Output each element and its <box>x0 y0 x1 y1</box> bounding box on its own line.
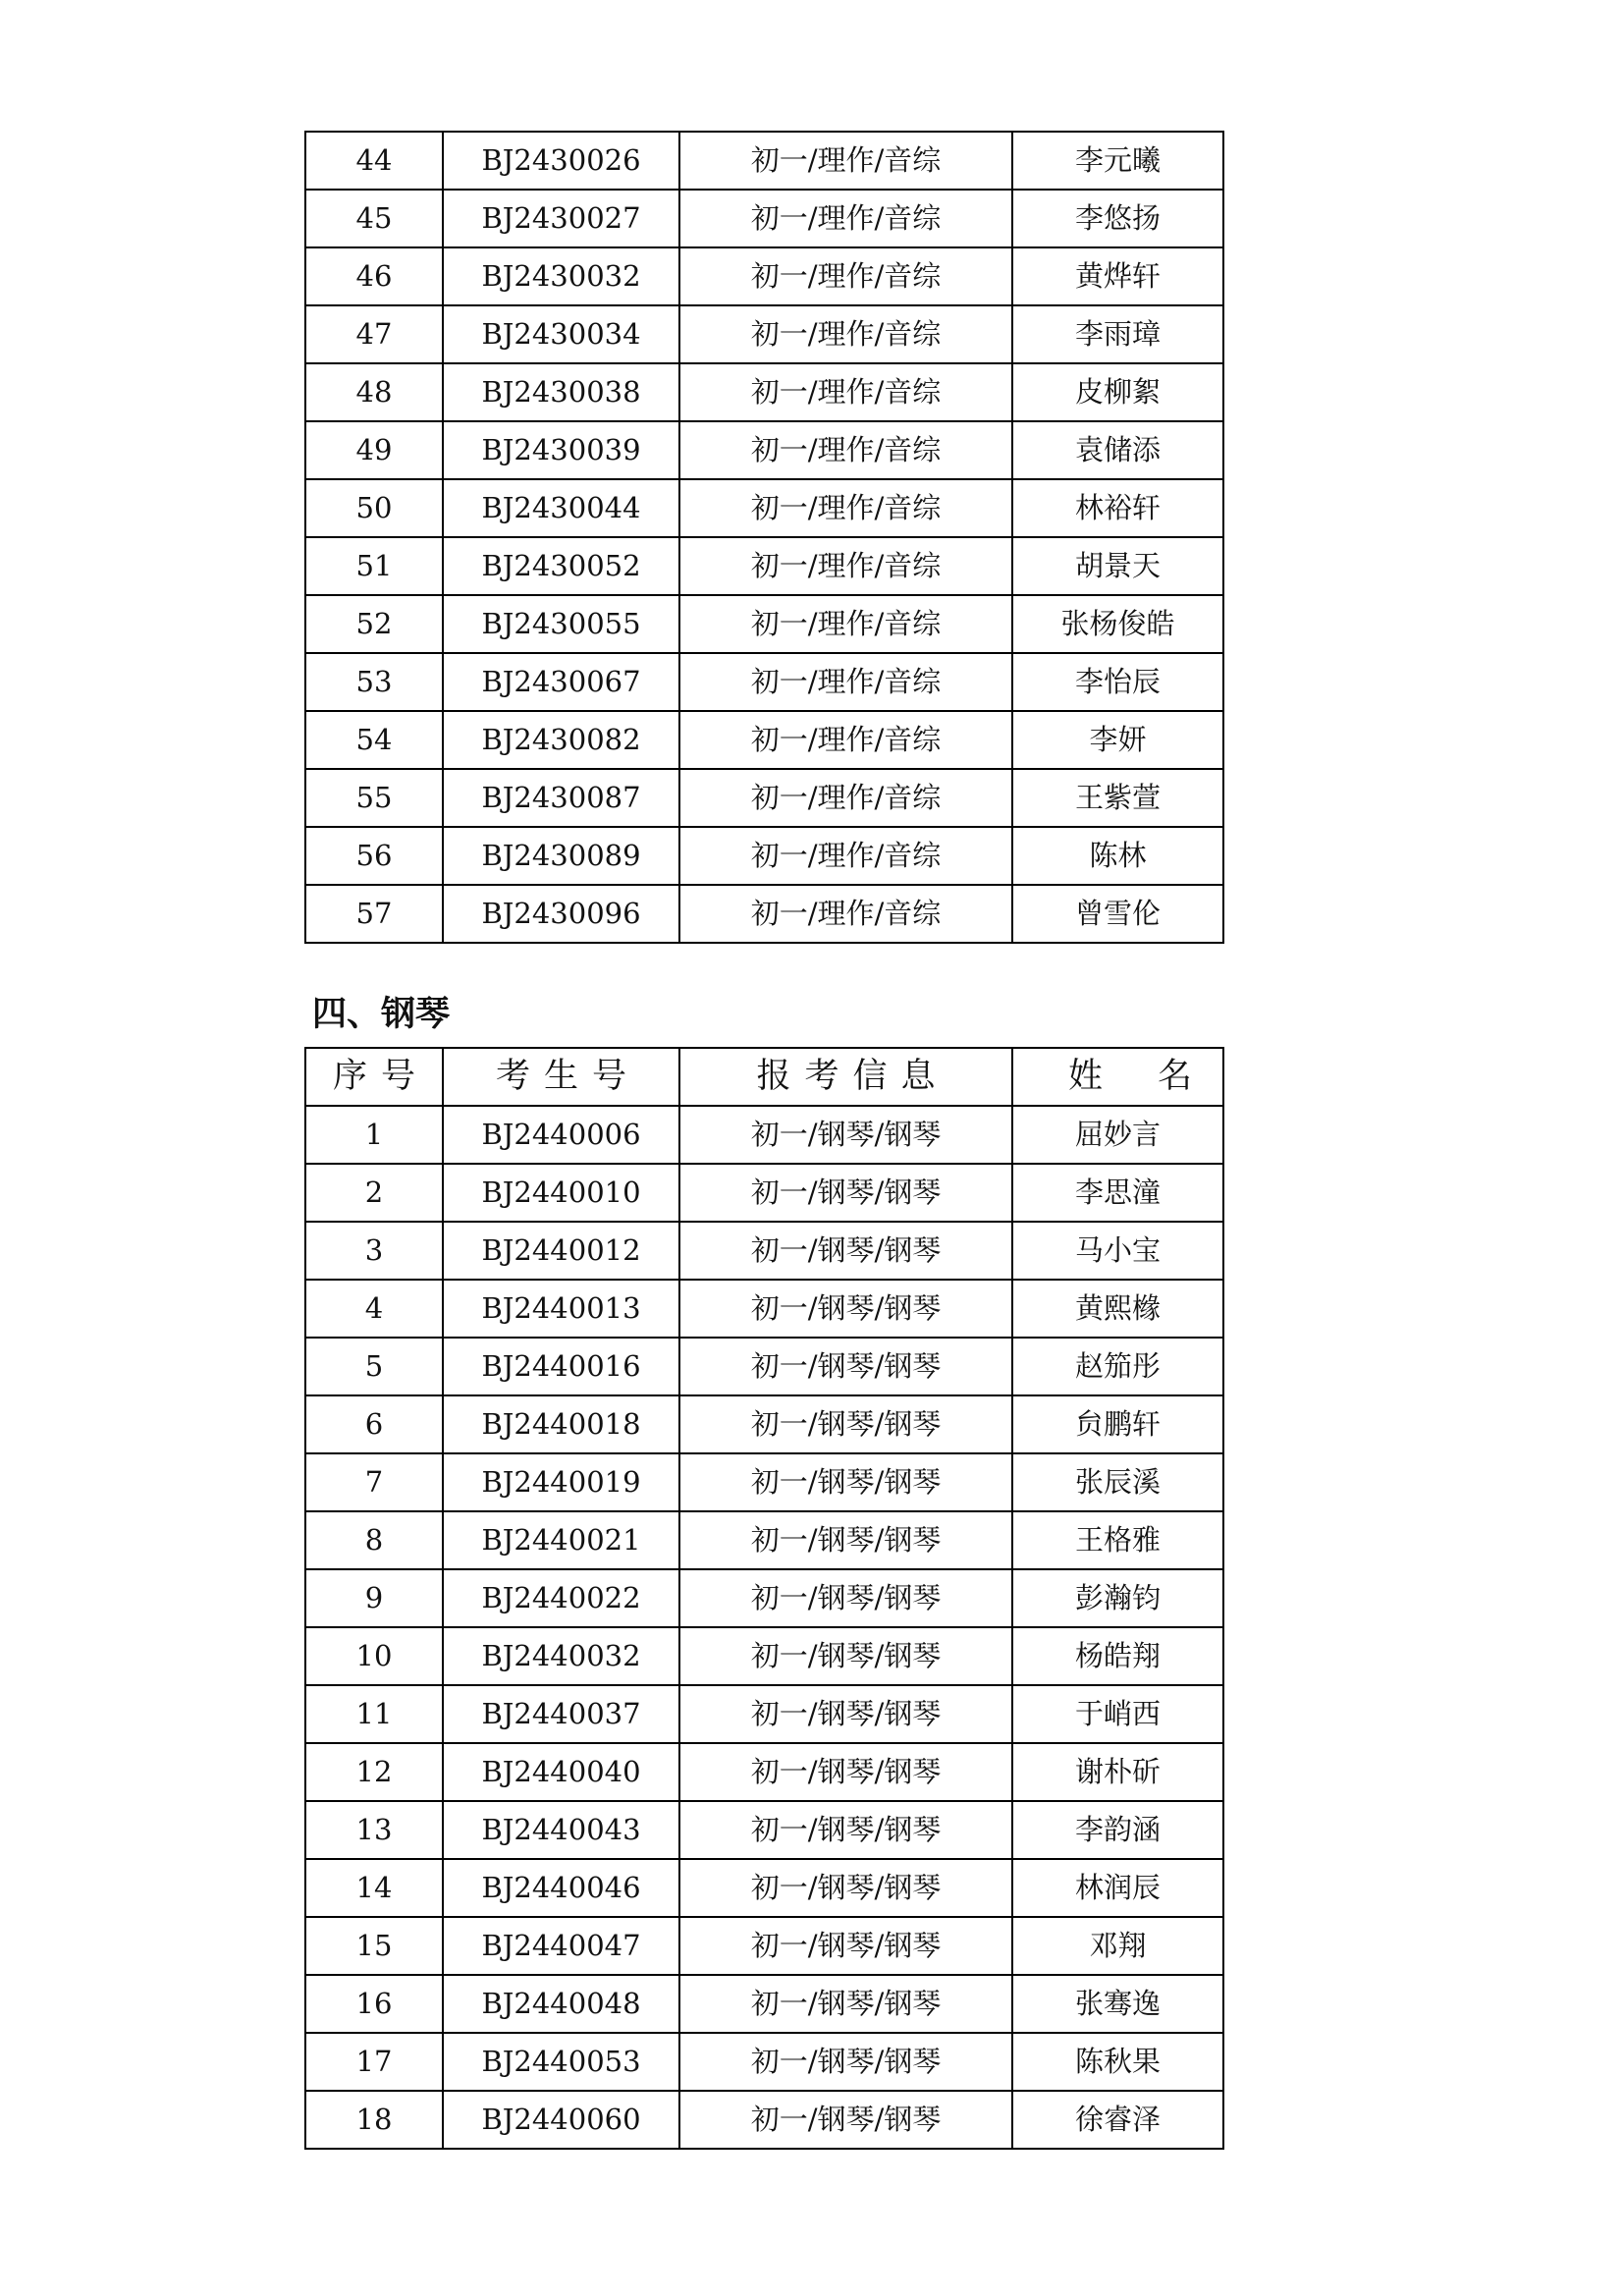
cell-candidate-id: BJ2440022 <box>443 1569 679 1627</box>
cell-candidate-id: BJ2430055 <box>443 595 679 653</box>
cell-candidate-id: BJ2440006 <box>443 1106 679 1164</box>
cell-application-info: 初一/钢琴/钢琴 <box>679 1743 1012 1801</box>
cell-name: 林裕轩 <box>1012 479 1223 537</box>
cell-application-info: 初一/钢琴/钢琴 <box>679 1453 1012 1511</box>
cell-application-info: 初一/钢琴/钢琴 <box>679 1338 1012 1395</box>
cell-sequence-number: 14 <box>305 1859 443 1917</box>
header-row <box>305 1048 1223 1106</box>
cell-application-info: 初一/理作/音综 <box>679 595 1012 653</box>
cell-name: 张骞逸 <box>1012 1975 1223 2033</box>
cell-application-info: 初一/钢琴/钢琴 <box>679 1917 1012 1975</box>
table-row <box>305 247 1223 305</box>
cell-name: 胡景天 <box>1012 537 1223 595</box>
cell-candidate-id: BJ2440010 <box>443 1164 679 1222</box>
cell-candidate-id: BJ2440013 <box>443 1280 679 1338</box>
cell-name: 林润辰 <box>1012 1859 1223 1917</box>
cell-application-info: 初一/钢琴/钢琴 <box>679 1511 1012 1569</box>
table-row <box>305 1280 1223 1338</box>
cell-candidate-id: BJ2430044 <box>443 479 679 537</box>
cell-name: 李元曦 <box>1012 132 1223 190</box>
cell-candidate-id: BJ2430087 <box>443 769 679 827</box>
cell-sequence-number: 1 <box>305 1106 443 1164</box>
cell-candidate-id: BJ2430089 <box>443 827 679 885</box>
cell-candidate-id: BJ2440040 <box>443 1743 679 1801</box>
cell-name: 黄烨轩 <box>1012 247 1223 305</box>
cell-candidate-id: BJ2430067 <box>443 653 679 711</box>
table-row <box>305 1222 1223 1280</box>
cell-application-info: 初一/理作/音综 <box>679 363 1012 421</box>
cell-name: 王格雅 <box>1012 1511 1223 1569</box>
cell-sequence-number: 17 <box>305 2033 443 2091</box>
cell-name: 张辰溪 <box>1012 1453 1223 1511</box>
table-row <box>305 1627 1223 1685</box>
cell-application-info: 初一/理作/音综 <box>679 653 1012 711</box>
cell-application-info: 初一/理作/音综 <box>679 885 1012 943</box>
cell-name: 袁储添 <box>1012 421 1223 479</box>
cell-application-info: 初一/理作/音综 <box>679 247 1012 305</box>
table-row <box>305 1569 1223 1627</box>
piano-roster-table <box>304 1047 1248 2150</box>
cell-candidate-id: BJ2440018 <box>443 1395 679 1453</box>
cell-name: 张杨俊皓 <box>1012 595 1223 653</box>
table-row <box>305 1685 1223 1743</box>
cell-application-info: 初一/理作/音综 <box>679 537 1012 595</box>
cell-sequence-number: 9 <box>305 1569 443 1627</box>
cell-candidate-id: BJ2430096 <box>443 885 679 943</box>
cell-application-info: 初一/钢琴/钢琴 <box>679 1975 1012 2033</box>
cell-candidate-id: BJ2440060 <box>443 2091 679 2149</box>
cell-application-info: 初一/钢琴/钢琴 <box>679 1627 1012 1685</box>
table-row <box>305 1917 1223 1975</box>
cell-sequence-number: 57 <box>305 885 443 943</box>
table-row <box>305 1338 1223 1395</box>
cell-candidate-id: BJ2430034 <box>443 305 679 363</box>
cell-name: 李悠扬 <box>1012 190 1223 247</box>
table-row <box>305 595 1223 653</box>
table-row <box>305 2033 1223 2091</box>
cell-application-info: 初一/钢琴/钢琴 <box>679 2091 1012 2149</box>
cell-name: 陈林 <box>1012 827 1223 885</box>
cell-sequence-number: 56 <box>305 827 443 885</box>
cell-sequence-number: 53 <box>305 653 443 711</box>
cell-application-info: 初一/钢琴/钢琴 <box>679 2033 1012 2091</box>
cell-sequence-number: 49 <box>305 421 443 479</box>
cell-application-info: 初一/理作/音综 <box>679 190 1012 247</box>
cell-application-info: 初一/钢琴/钢琴 <box>679 1280 1012 1338</box>
cell-sequence-number: 45 <box>305 190 443 247</box>
cell-name: 赵笳彤 <box>1012 1338 1223 1395</box>
cell-sequence-number: 13 <box>305 1801 443 1859</box>
cell-candidate-id: BJ2440048 <box>443 1975 679 2033</box>
cell-sequence-number: 46 <box>305 247 443 305</box>
cell-name: 杨皓翔 <box>1012 1627 1223 1685</box>
cell-application-info: 初一/理作/音综 <box>679 827 1012 885</box>
cell-candidate-id: BJ2430039 <box>443 421 679 479</box>
table-row <box>305 1395 1223 1453</box>
table-row <box>305 653 1223 711</box>
cell-candidate-id: BJ2440053 <box>443 2033 679 2091</box>
cell-sequence-number: 8 <box>305 1511 443 1569</box>
table-row <box>305 1453 1223 1511</box>
cell-application-info: 初一/钢琴/钢琴 <box>679 1859 1012 1917</box>
cell-sequence-number: 4 <box>305 1280 443 1338</box>
table-row <box>305 305 1223 363</box>
cell-candidate-id: BJ2440037 <box>443 1685 679 1743</box>
table-row <box>305 190 1223 247</box>
cell-sequence-number: 12 <box>305 1743 443 1801</box>
cell-name: 王紫萱 <box>1012 769 1223 827</box>
cell-name: 于峭西 <box>1012 1685 1223 1743</box>
cell-name: 李怡辰 <box>1012 653 1223 711</box>
cell-sequence-number: 55 <box>305 769 443 827</box>
cell-candidate-id: BJ2440043 <box>443 1801 679 1859</box>
cell-candidate-id: BJ2440016 <box>443 1338 679 1395</box>
table-row <box>305 132 1223 190</box>
cell-application-info: 初一/钢琴/钢琴 <box>679 1685 1012 1743</box>
cell-candidate-id: BJ2440032 <box>443 1627 679 1685</box>
table-row <box>305 421 1223 479</box>
cell-sequence-number: 10 <box>305 1627 443 1685</box>
cell-sequence-number: 16 <box>305 1975 443 2033</box>
cell-candidate-id: BJ2440047 <box>443 1917 679 1975</box>
cell-candidate-id: BJ2430082 <box>443 711 679 769</box>
cell-sequence-number: 47 <box>305 305 443 363</box>
cell-name: 陈秋果 <box>1012 2033 1223 2091</box>
table-row <box>305 1975 1223 2033</box>
table-row <box>305 1859 1223 1917</box>
cell-name: 李思潼 <box>1012 1164 1223 1222</box>
table-row <box>305 1801 1223 1859</box>
table-row <box>305 1106 1223 1164</box>
table-header <box>305 1048 1248 1106</box>
cell-name: 徐睿泽 <box>1012 2091 1223 2149</box>
cell-application-info: 初一/钢琴/钢琴 <box>679 1222 1012 1280</box>
cell-candidate-id: BJ2430026 <box>443 132 679 190</box>
table-row <box>305 885 1223 943</box>
cell-sequence-number: 6 <box>305 1395 443 1453</box>
table-row <box>305 769 1223 827</box>
table-row <box>305 711 1223 769</box>
cell-candidate-id: BJ2430038 <box>443 363 679 421</box>
cell-candidate-id: BJ2430027 <box>443 190 679 247</box>
cell-application-info: 初一/钢琴/钢琴 <box>679 1801 1012 1859</box>
cell-name: 李韵涵 <box>1012 1801 1223 1859</box>
cell-sequence-number: 15 <box>305 1917 443 1975</box>
cell-application-info: 初一/理作/音综 <box>679 421 1012 479</box>
cell-name: 皮柳絮 <box>1012 363 1223 421</box>
cell-candidate-id: BJ2440019 <box>443 1453 679 1511</box>
cell-application-info: 初一/钢琴/钢琴 <box>679 1164 1012 1222</box>
cell-sequence-number: 48 <box>305 363 443 421</box>
cell-candidate-id: BJ2430032 <box>443 247 679 305</box>
cell-application-info: 初一/理作/音综 <box>679 132 1012 190</box>
cell-application-info: 初一/钢琴/钢琴 <box>679 1395 1012 1453</box>
table-body <box>305 1106 1223 2149</box>
cell-name: 谢朴斫 <box>1012 1743 1223 1801</box>
cell-sequence-number: 44 <box>305 132 443 190</box>
header-name: 姓名 <box>1012 1048 1223 1106</box>
cell-sequence-number: 18 <box>305 2091 443 2149</box>
table-row <box>305 1511 1223 1569</box>
cell-candidate-id: BJ2440012 <box>443 1222 679 1280</box>
table-row <box>305 827 1223 885</box>
cell-sequence-number: 51 <box>305 537 443 595</box>
cell-name: 邓翔 <box>1012 1917 1223 1975</box>
cell-application-info: 初一/钢琴/钢琴 <box>679 1569 1012 1627</box>
cell-sequence-number: 5 <box>305 1338 443 1395</box>
cell-application-info: 初一/理作/音综 <box>679 305 1012 363</box>
cell-sequence-number: 3 <box>305 1222 443 1280</box>
section-heading-piano: 四、钢琴 <box>312 995 451 1034</box>
cell-candidate-id: BJ2430052 <box>443 537 679 595</box>
cell-application-info: 初一/理作/音综 <box>679 479 1012 537</box>
cell-name: 曾雪伦 <box>1012 885 1223 943</box>
cell-sequence-number: 11 <box>305 1685 443 1743</box>
table-row <box>305 2091 1223 2149</box>
table-row <box>305 1164 1223 1222</box>
table-row <box>305 479 1223 537</box>
cell-name: 彭瀚钧 <box>1012 1569 1223 1627</box>
cell-name: 马小宝 <box>1012 1222 1223 1280</box>
header-application-info: 报考信息 <box>679 1048 1012 1106</box>
cell-sequence-number: 54 <box>305 711 443 769</box>
cell-candidate-id: BJ2440046 <box>443 1859 679 1917</box>
table-row <box>305 363 1223 421</box>
cell-name: 贠鹏轩 <box>1012 1395 1223 1453</box>
table-row <box>305 537 1223 595</box>
cell-sequence-number: 7 <box>305 1453 443 1511</box>
table-body <box>305 132 1223 943</box>
table-row <box>305 1743 1223 1801</box>
cell-name: 黄熙橼 <box>1012 1280 1223 1338</box>
music-theory-roster-table <box>304 131 1224 944</box>
cell-application-info: 初一/理作/音综 <box>679 769 1012 827</box>
cell-sequence-number: 50 <box>305 479 443 537</box>
cell-name: 李雨璋 <box>1012 305 1223 363</box>
header-candidate-id: 考生号 <box>443 1048 679 1106</box>
cell-application-info: 初一/钢琴/钢琴 <box>679 1106 1012 1164</box>
cell-application-info: 初一/理作/音综 <box>679 711 1012 769</box>
cell-name: 屈妙言 <box>1012 1106 1223 1164</box>
cell-name: 李妍 <box>1012 711 1223 769</box>
cell-candidate-id: BJ2440021 <box>443 1511 679 1569</box>
cell-sequence-number: 2 <box>305 1164 443 1222</box>
header-sequence-number: 序号 <box>305 1048 443 1106</box>
cell-sequence-number: 52 <box>305 595 443 653</box>
